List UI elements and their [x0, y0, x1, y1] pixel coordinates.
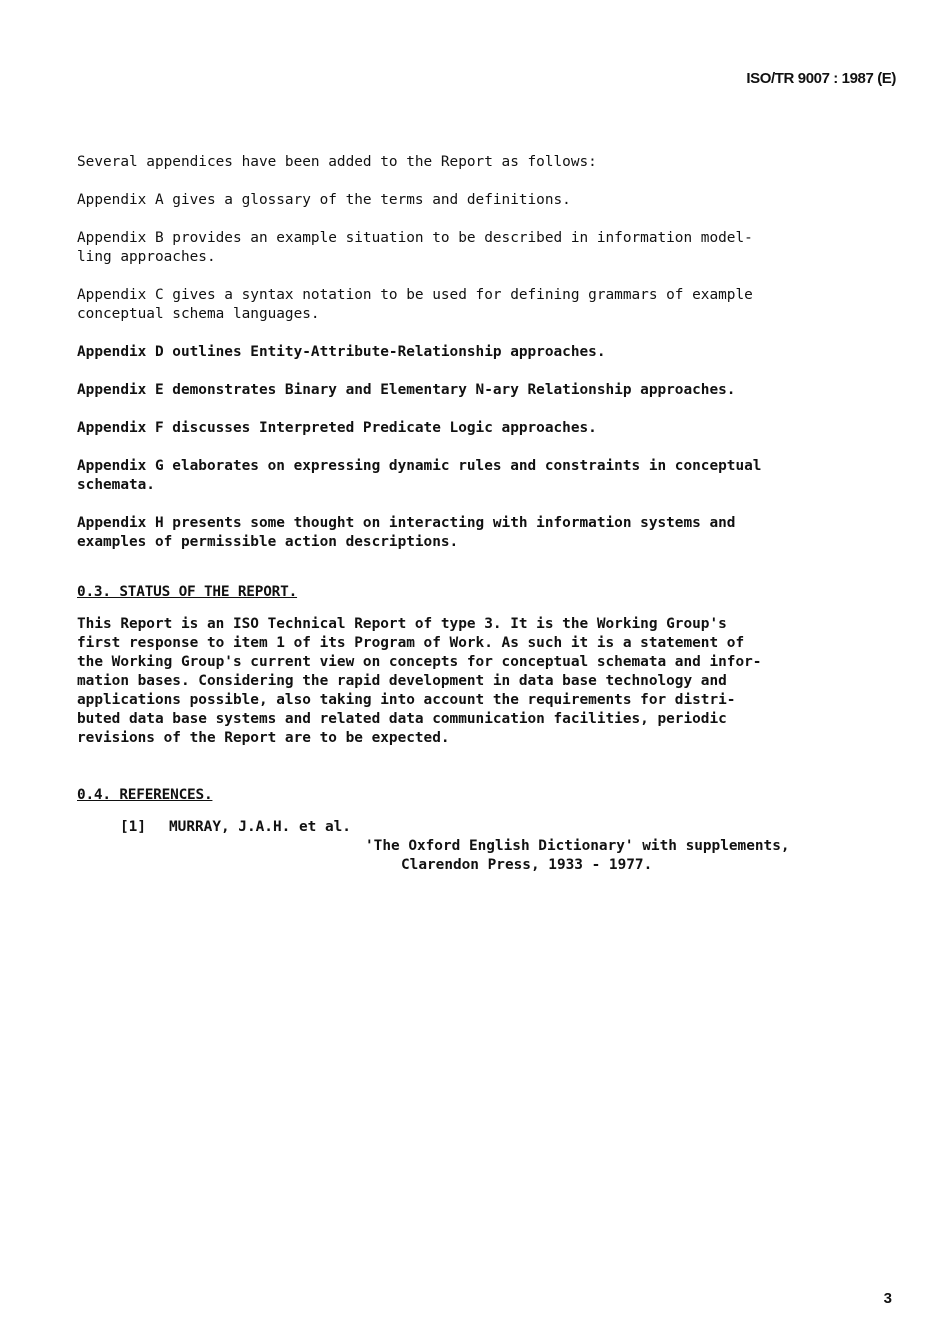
appendix-d-text: Appendix D outlines Entity-Attribute-Relationship approaches.	[77, 344, 606, 360]
page-content	[77, 153, 857, 878]
appendix-g-text: Appendix G elaborates on expressing dynamic rules and constraints in conceptual schemata.	[77, 458, 762, 493]
page-number: 3	[883, 1290, 892, 1307]
reference-title: 'The Oxford English Dictionary' with supplements,	[365, 838, 790, 854]
status-section-heading: 0.3. STATUS OF THE REPORT.	[77, 584, 298, 600]
document-header-code: ISO/TR 9007 : 1987 (E)	[746, 70, 896, 87]
appendix-h-text: Appendix H presents some thought on interacting with information systems and examples of permissible action descriptions.	[77, 515, 736, 550]
appendix-b-text: Appendix B provides an example situation to be described in information model- ling approaches.	[77, 230, 753, 265]
reference-author: MURRAY, J.A.H. et al.	[169, 819, 351, 835]
reference-publisher: Clarendon Press, 1933 - 1977.	[401, 857, 653, 873]
reference-entry	[77, 818, 857, 878]
reference-number: [1]	[120, 819, 146, 835]
appendices-intro: Several appendices have been added to the Report as follows:	[77, 154, 597, 170]
appendix-e-text: Appendix E demonstrates Binary and Elementary N-ary Relationship approaches.	[77, 382, 736, 398]
appendix-c-text: Appendix C gives a syntax notation to be used for defining grammars of example conceptual schema languages.	[77, 287, 753, 322]
appendix-f-text: Appendix F discusses Interpreted Predicate Logic approaches.	[77, 420, 597, 436]
references-section-heading: 0.4. REFERENCES.	[77, 787, 213, 803]
status-section-body: This Report is an ISO Technical Report of type 3. It is the Working Group's first response to item 1 of its Program of Work. As such it is a statement of the Working Group's current view on concepts for conceptual schemata and infor- mation bases. Considering the rapid development in data base technology and applications possible, also taking into account the requirements for distri- buted data base systems and related data communication facilities, periodic revisions of the Report are to be expected.	[77, 616, 762, 746]
appendix-a-text: Appendix A gives a glossary of the terms and definitions.	[77, 192, 571, 208]
